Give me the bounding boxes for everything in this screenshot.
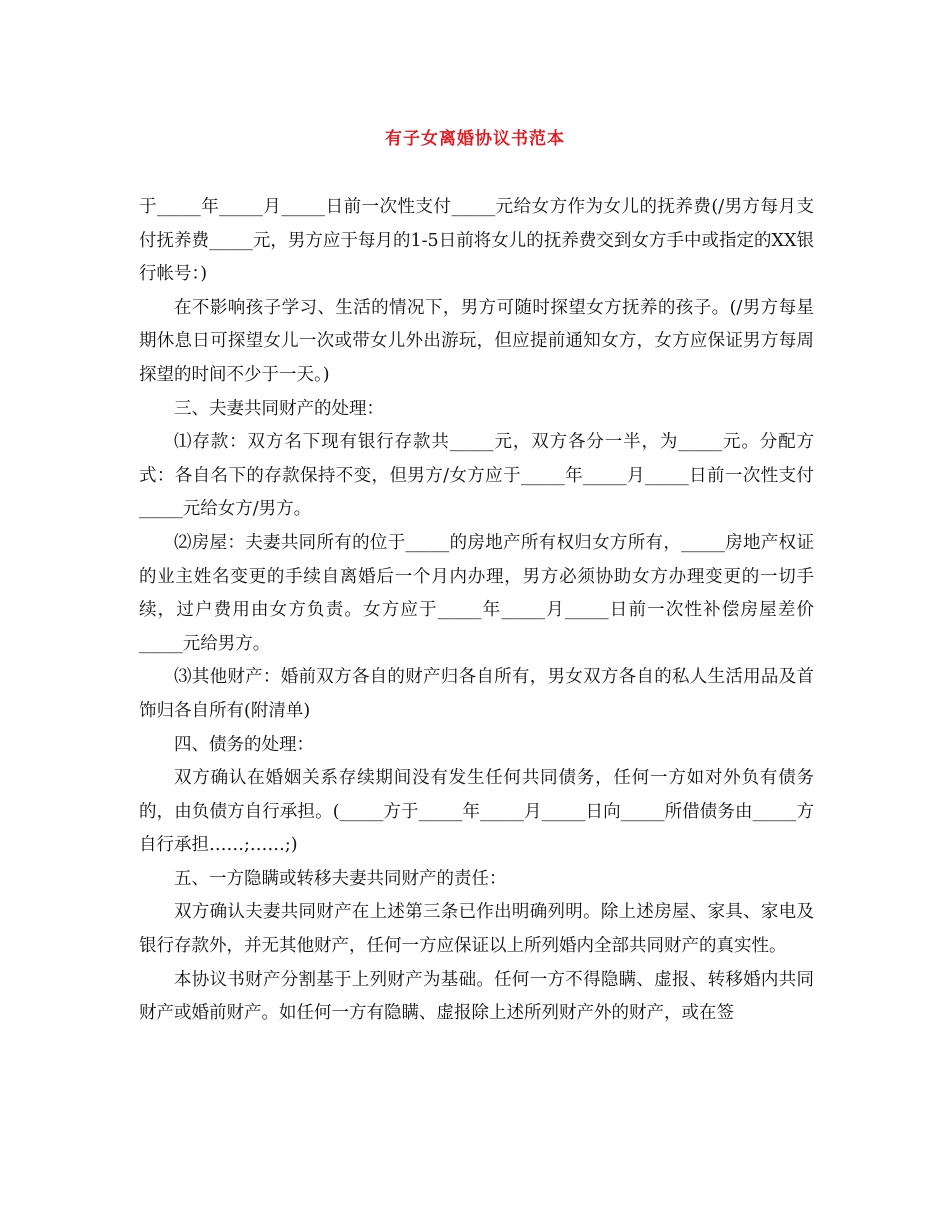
paragraph-debts: 双方确认在婚姻关系存续期间没有发生任何共同债务，任何一方如对外负有债务的，由负债方自行承担。(_____方于_____年_____月_____日向_____所借债务由_____方自行承担……;……;) bbox=[139, 768, 814, 856]
section-heading-concealment-liability: 五、一方隐瞒或转移夫妻共同财产的责任： bbox=[174, 868, 507, 889]
paragraph-child-support-payment: 于_____年_____月_____日前一次性支付_____元给女方作为女儿的抚养费(/男方每月支付抚养费_____元，男方应于每月的1-5日前将女儿的抚养费交到女方手中或指定的XX银行帐号：) bbox=[139, 197, 814, 285]
paragraph-visitation: 在不影响孩子学习、生活的情况下，男方可随时探望女方抚养的孩子。(/男方每星期休息日可探望女儿一次或带女儿外出游玩，但应提前通知女方，女方应保证男方每周探望的时间不少于一天。) bbox=[139, 297, 814, 385]
document-body bbox=[139, 191, 814, 1031]
document-title: 有子女离婚协议书范本 bbox=[385, 129, 565, 149]
paragraph-housing: ⑵房屋：夫妻共同所有的位于_____的房地产所有权归女方所有，_____房地产权证的业主姓名变更的手续自离婚后一个月内办理，男方必须协助女方办理变更的一切手续，过户费用由女方负责。女方应于_____年_____月_____日前一次性补偿房屋差价_____元给男方。 bbox=[139, 532, 814, 654]
section-heading-debts: 四、债务的处理： bbox=[174, 734, 314, 755]
paragraph-property-confirmation: 双方确认夫妻共同财产在上述第三条已作出明确列明。除上述房屋、家具、家电及银行存款外，并无其他财产，任何一方应保证以上所列婚内全部共同财产的真实性。 bbox=[139, 902, 814, 957]
paragraph-deposits: ⑴存款：双方名下现有银行存款共_____元，双方各分一半，为_____元。分配方式：各自名下的存款保持不变，但男方/女方应于_____年_____月_____日前一次性支付_____元给女方/男方。 bbox=[139, 432, 814, 520]
section-heading-joint-property: 三、夫妻共同财产的处理： bbox=[174, 398, 384, 419]
paragraph-property-division-basis: 本协议书财产分割基于上列财产为基础。任何一方不得隐瞒、虚报、转移婚内共同财产或婚前财产。如任何一方有隐瞒、虚报除上述所列财产外的财产，或在签 bbox=[139, 969, 814, 1024]
paragraph-other-property: ⑶其他财产：婚前双方各自的财产归各自所有，男女双方各自的私人生活用品及首饰归各自所有(附清单) bbox=[139, 667, 814, 721]
